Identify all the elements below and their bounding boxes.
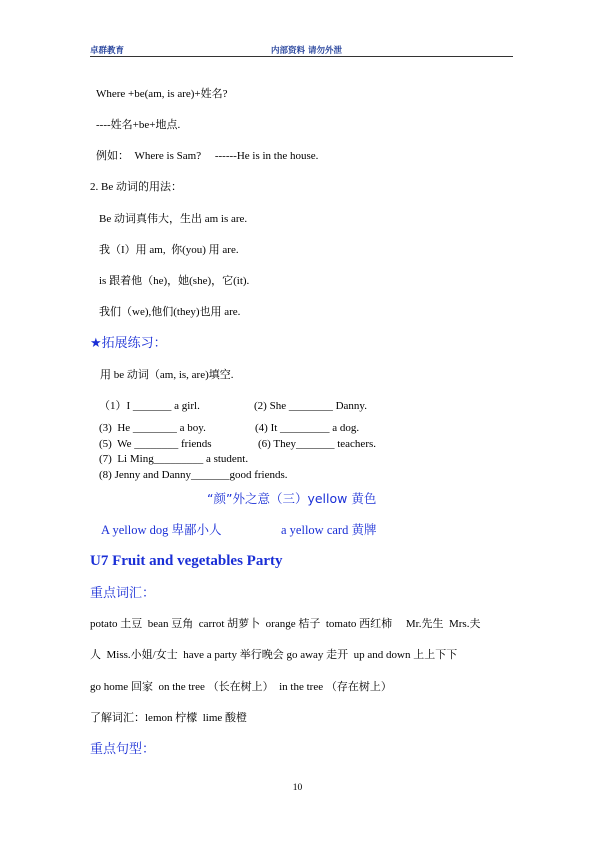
key-sentence-heading: 重点句型： [90, 742, 156, 757]
pattern-answer: ----姓名+be+地点. [96, 119, 181, 131]
unit-title: U7 Fruit and vegetables Party [90, 553, 283, 569]
exercise-4: (4) It _________ a dog. [255, 422, 360, 434]
header-rule [90, 56, 513, 57]
exercise-5: (5) We ________ friends [99, 438, 212, 450]
header-center: 内部资料 请勿外泄 [271, 46, 342, 56]
key-vocab-heading: 重点词汇： [90, 586, 156, 601]
header-left: 卓群教育 [90, 46, 125, 56]
pattern-question: Where +be(am, is are)+姓名? [96, 88, 228, 100]
rhyme-line-3: is 跟着他（he)，她(she)，它(it). [99, 275, 250, 287]
color-phrase-2: a yellow card 黄牌 [281, 523, 377, 537]
exercise-8: (8) Jenny and Danny_______good friends. [99, 469, 288, 481]
page-number: 10 [292, 783, 303, 793]
rhyme-line-1: Be 动词真伟大，生出 am is are. [99, 213, 248, 225]
color-phrase-1: A yellow dog 卑鄙小人 [101, 523, 222, 537]
vocab-line-3: go home 回家 on the tree （长在树上） in the tree （存在树上） [90, 681, 392, 693]
practice-instruction: 用 be 动词（am, is, are)填空. [100, 369, 234, 381]
vocab-line-1: potato 土豆 bean 豆角 carrot 胡萝卜 orange 桔子 tomato 西红柿 Mr.先生 Mrs.夫 [90, 618, 481, 630]
exercise-2: (2) She ________ Danny. [254, 400, 367, 412]
color-section-heading: “颜”外之意（三）yellow 黄色 [207, 491, 377, 506]
practice-heading: ★拓展练习： [90, 336, 167, 351]
be-usage-heading: 2. Be 动词的用法： [90, 181, 182, 193]
rhyme-line-2: 我（I）用 am, 你(you) 用 are. [99, 244, 239, 256]
exercise-6: (6) They_______ teachers. [258, 438, 377, 450]
example-line: 例如： Where is Sam? ------He is in the house. [96, 150, 319, 162]
vocab-line-2: 人 Miss.小姐/女士 have a party 举行晚会 go away 走开 up and down 上上下下 [90, 649, 458, 661]
exercise-1: （1）I _______ a girl. [99, 400, 200, 412]
extra-vocab-line: 了解词汇：lemon 柠檬 lime 酸橙 [90, 712, 248, 724]
rhyme-line-4: 我们（we),他们(they)也用 are. [99, 306, 241, 318]
exercise-3: (3) He ________ a boy. [99, 422, 206, 434]
exercise-7: (7) Li Ming_________ a student. [99, 453, 249, 465]
